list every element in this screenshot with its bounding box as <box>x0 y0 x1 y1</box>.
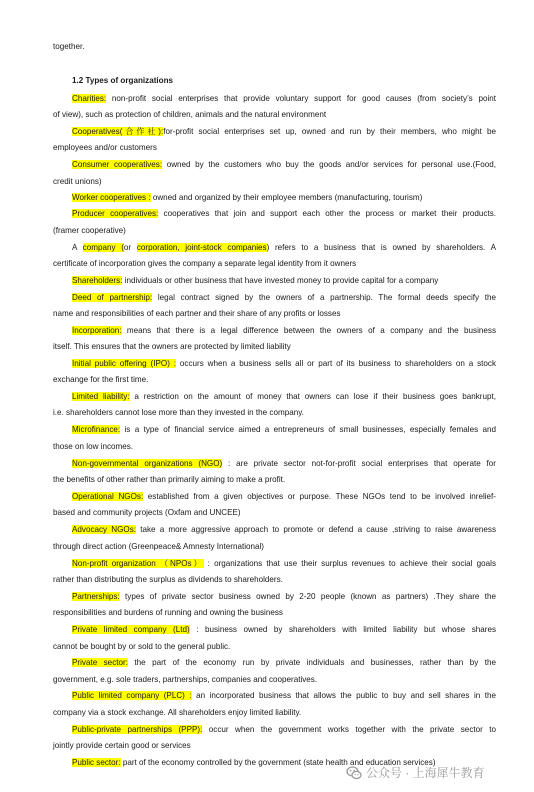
text-run: 1.2 Types of organizations <box>72 76 174 85</box>
highlighted-term: Cooperatives(合作社): <box>72 127 164 136</box>
text-line <box>53 541 496 552</box>
text-run: non-profit social enterprises that provide voluntary support for good causes (from society’s point <box>106 94 496 103</box>
watermark <box>346 764 485 781</box>
text-run: an incorporated business that allows the public to buy and sell shares in the <box>191 691 496 700</box>
text-line <box>72 591 496 602</box>
text-line <box>72 424 496 435</box>
text-run: jointly provide certain good or services <box>53 741 191 750</box>
wechat-icon <box>346 765 362 781</box>
text-line <box>72 724 496 735</box>
text-run: A <box>72 243 83 252</box>
text-line <box>72 126 496 137</box>
text-run: itself. This ensures that the owners are protected by limited liability <box>53 342 291 351</box>
text-run: legal contract signed by the owners of a partnership. The formal deeds specify the <box>152 293 496 302</box>
text-line <box>72 292 496 303</box>
text-run: or <box>123 243 137 252</box>
highlighted-term: Public-private partnerships (PPP): <box>72 725 203 734</box>
text-run: the benefits of other rather than primarily aiming to make a profit. <box>53 475 286 484</box>
text-line <box>72 491 496 502</box>
text-line <box>53 707 496 718</box>
text-run: name and responsibilities of each partner and their share of any profits or losses <box>53 309 341 318</box>
text-line <box>72 690 496 701</box>
text-run: individuals or other business that have invested money to provide capital for a company <box>122 276 439 285</box>
text-run: responsibilities and burdens of running and owning the business <box>53 608 283 617</box>
text-line <box>53 176 496 187</box>
highlighted-term: Private sector: <box>72 658 128 667</box>
text-run: a restriction on the amount of money that owners can lose if their business goes bankrupt, <box>129 392 496 401</box>
text-line <box>72 159 496 170</box>
text-line <box>53 474 496 485</box>
text-line <box>72 325 496 336</box>
highlighted-term: Partnerships: <box>72 592 120 601</box>
text-line <box>53 109 496 120</box>
text-run: ) refers to a business that is owned by shareholders. A <box>266 243 496 252</box>
highlighted-term: Consumer cooperatives: <box>72 160 163 169</box>
text-run: for-profit social enterprises set up, owned and run by their members, who might be <box>163 127 496 136</box>
text-line <box>72 242 496 253</box>
text-line <box>53 341 496 352</box>
text-line <box>72 624 496 635</box>
text-run: take a more aggressive approach to promote or defend a cause ,striving to raise awareness <box>136 525 496 534</box>
text-run: together. <box>53 42 85 51</box>
text-line <box>53 308 496 319</box>
text-run: owned by the customers who buy the goods and/or services for personal use.(Food, <box>162 160 496 169</box>
highlighted-term: Limited liability: <box>72 392 130 401</box>
text-run: types of private sector business owned by 2-20 people (known as partners) .They share the <box>119 592 496 601</box>
text-line <box>72 208 496 219</box>
text-line <box>72 275 496 286</box>
highlighted-term: Deed of partnership: <box>72 293 153 302</box>
text-run: rather than distributing the surplus as dividends to shareholders. <box>53 575 283 584</box>
text-run: employees and/or customers <box>53 143 157 152</box>
text-line <box>72 657 496 668</box>
text-run: established from a given objectives or purpose. These NGOs tend to be involved inrelief- <box>143 492 496 501</box>
text-run: company via a stock exchange. All shareholders enjoy limited liability. <box>53 708 302 717</box>
text-line <box>53 142 496 153</box>
text-line <box>53 740 496 751</box>
text-run: those on low incomes. <box>53 442 134 451</box>
section-heading <box>72 75 496 86</box>
text-line <box>53 674 496 685</box>
text-line <box>72 558 496 569</box>
text-run: means that there is a legal difference between the owners of a company and the business <box>121 326 496 335</box>
text-run: exchange for the first time. <box>53 375 149 384</box>
text-run: occur when the government works together with the private sector to <box>202 725 497 734</box>
highlighted-term: Non-governmental organizations (NGO) <box>72 459 223 468</box>
highlighted-term: corporation, joint-stock companies <box>136 243 267 252</box>
highlighted-term: Producer cooperatives: <box>72 209 159 218</box>
text-line <box>72 93 496 104</box>
highlighted-term: company ( <box>82 243 124 252</box>
highlighted-term: Public limited company (PLC) : <box>72 691 192 700</box>
text-line <box>53 507 496 518</box>
watermark-text: 公众号 · 上海犀牛教育 <box>366 766 485 780</box>
text-line <box>72 192 496 203</box>
text-line <box>53 41 496 52</box>
highlighted-term: Non-profit organization （NPOs） <box>72 559 204 568</box>
text-run: : are private sector not-for-profit social enterprises that operate for <box>222 459 496 468</box>
text-run: : business owned by shareholders with limited liability but whose shares <box>189 625 496 634</box>
text-run: through direct action (Greenpeace& Amnesty International) <box>53 542 265 551</box>
highlighted-term: Charities: <box>72 94 107 103</box>
highlighted-term: Incorporation: <box>72 326 122 335</box>
text-run: government, e.g. sole traders, partnerships, companies and cooperatives. <box>53 675 318 684</box>
text-line <box>53 641 496 652</box>
text-run: certificate of incorporation gives the company a separate legal identity from it owners <box>53 259 357 268</box>
text-line <box>53 607 496 618</box>
text-line <box>53 225 496 236</box>
text-line <box>72 391 496 402</box>
text-line <box>72 458 496 469</box>
text-run: is a type of financial service aimed a entrepreneurs of small businesses, especially females and <box>120 425 496 434</box>
text-line <box>72 524 496 535</box>
text-line <box>53 441 496 452</box>
text-run: of view), such as protection of children, animals and the natural environment <box>53 110 327 119</box>
text-run: i.e. shareholders cannot lose more than they invested in the company. <box>53 408 304 417</box>
highlighted-term: Shareholders: <box>72 276 123 285</box>
highlighted-term: Initial public offering (IPO) : <box>72 359 177 368</box>
highlighted-term: Private limited company (Ltd) <box>72 625 190 634</box>
text-run: cannot be bought by or sold to the general public. <box>53 642 231 651</box>
text-line <box>53 574 496 585</box>
text-run: occurs when a business sells all or part of its business to shareholders on a stock <box>176 359 497 368</box>
text-run: cooperatives that join and support each other the process or market their products. <box>158 209 496 218</box>
highlighted-term: Worker cooperatives : <box>72 193 151 202</box>
highlighted-term: Public sector: <box>72 758 121 767</box>
highlighted-term: Advocacy NGOs: <box>72 525 137 534</box>
text-run: part of the economy controlled by the government (state health and education services) <box>120 758 436 767</box>
highlighted-term: Microfinance: <box>72 425 121 434</box>
text-line <box>72 358 496 369</box>
text-run: (framer cooperative) <box>53 226 126 235</box>
text-run: credit unions) <box>53 177 102 186</box>
text-run: based and community projects (Oxfam and UNCEE) <box>53 508 241 517</box>
highlighted-term: Operational NGOs: <box>72 492 144 501</box>
text-run: : organizations that use their surplus revenues to achieve their social goals <box>203 559 497 568</box>
text-line <box>53 374 496 385</box>
text-line <box>53 258 496 269</box>
text-line <box>53 407 496 418</box>
text-run: the part of the economy run by private individuals and businesses, rather than by the <box>127 658 497 667</box>
text-run: owned and organized by their employee members (manufacturing, tourism) <box>150 193 423 202</box>
